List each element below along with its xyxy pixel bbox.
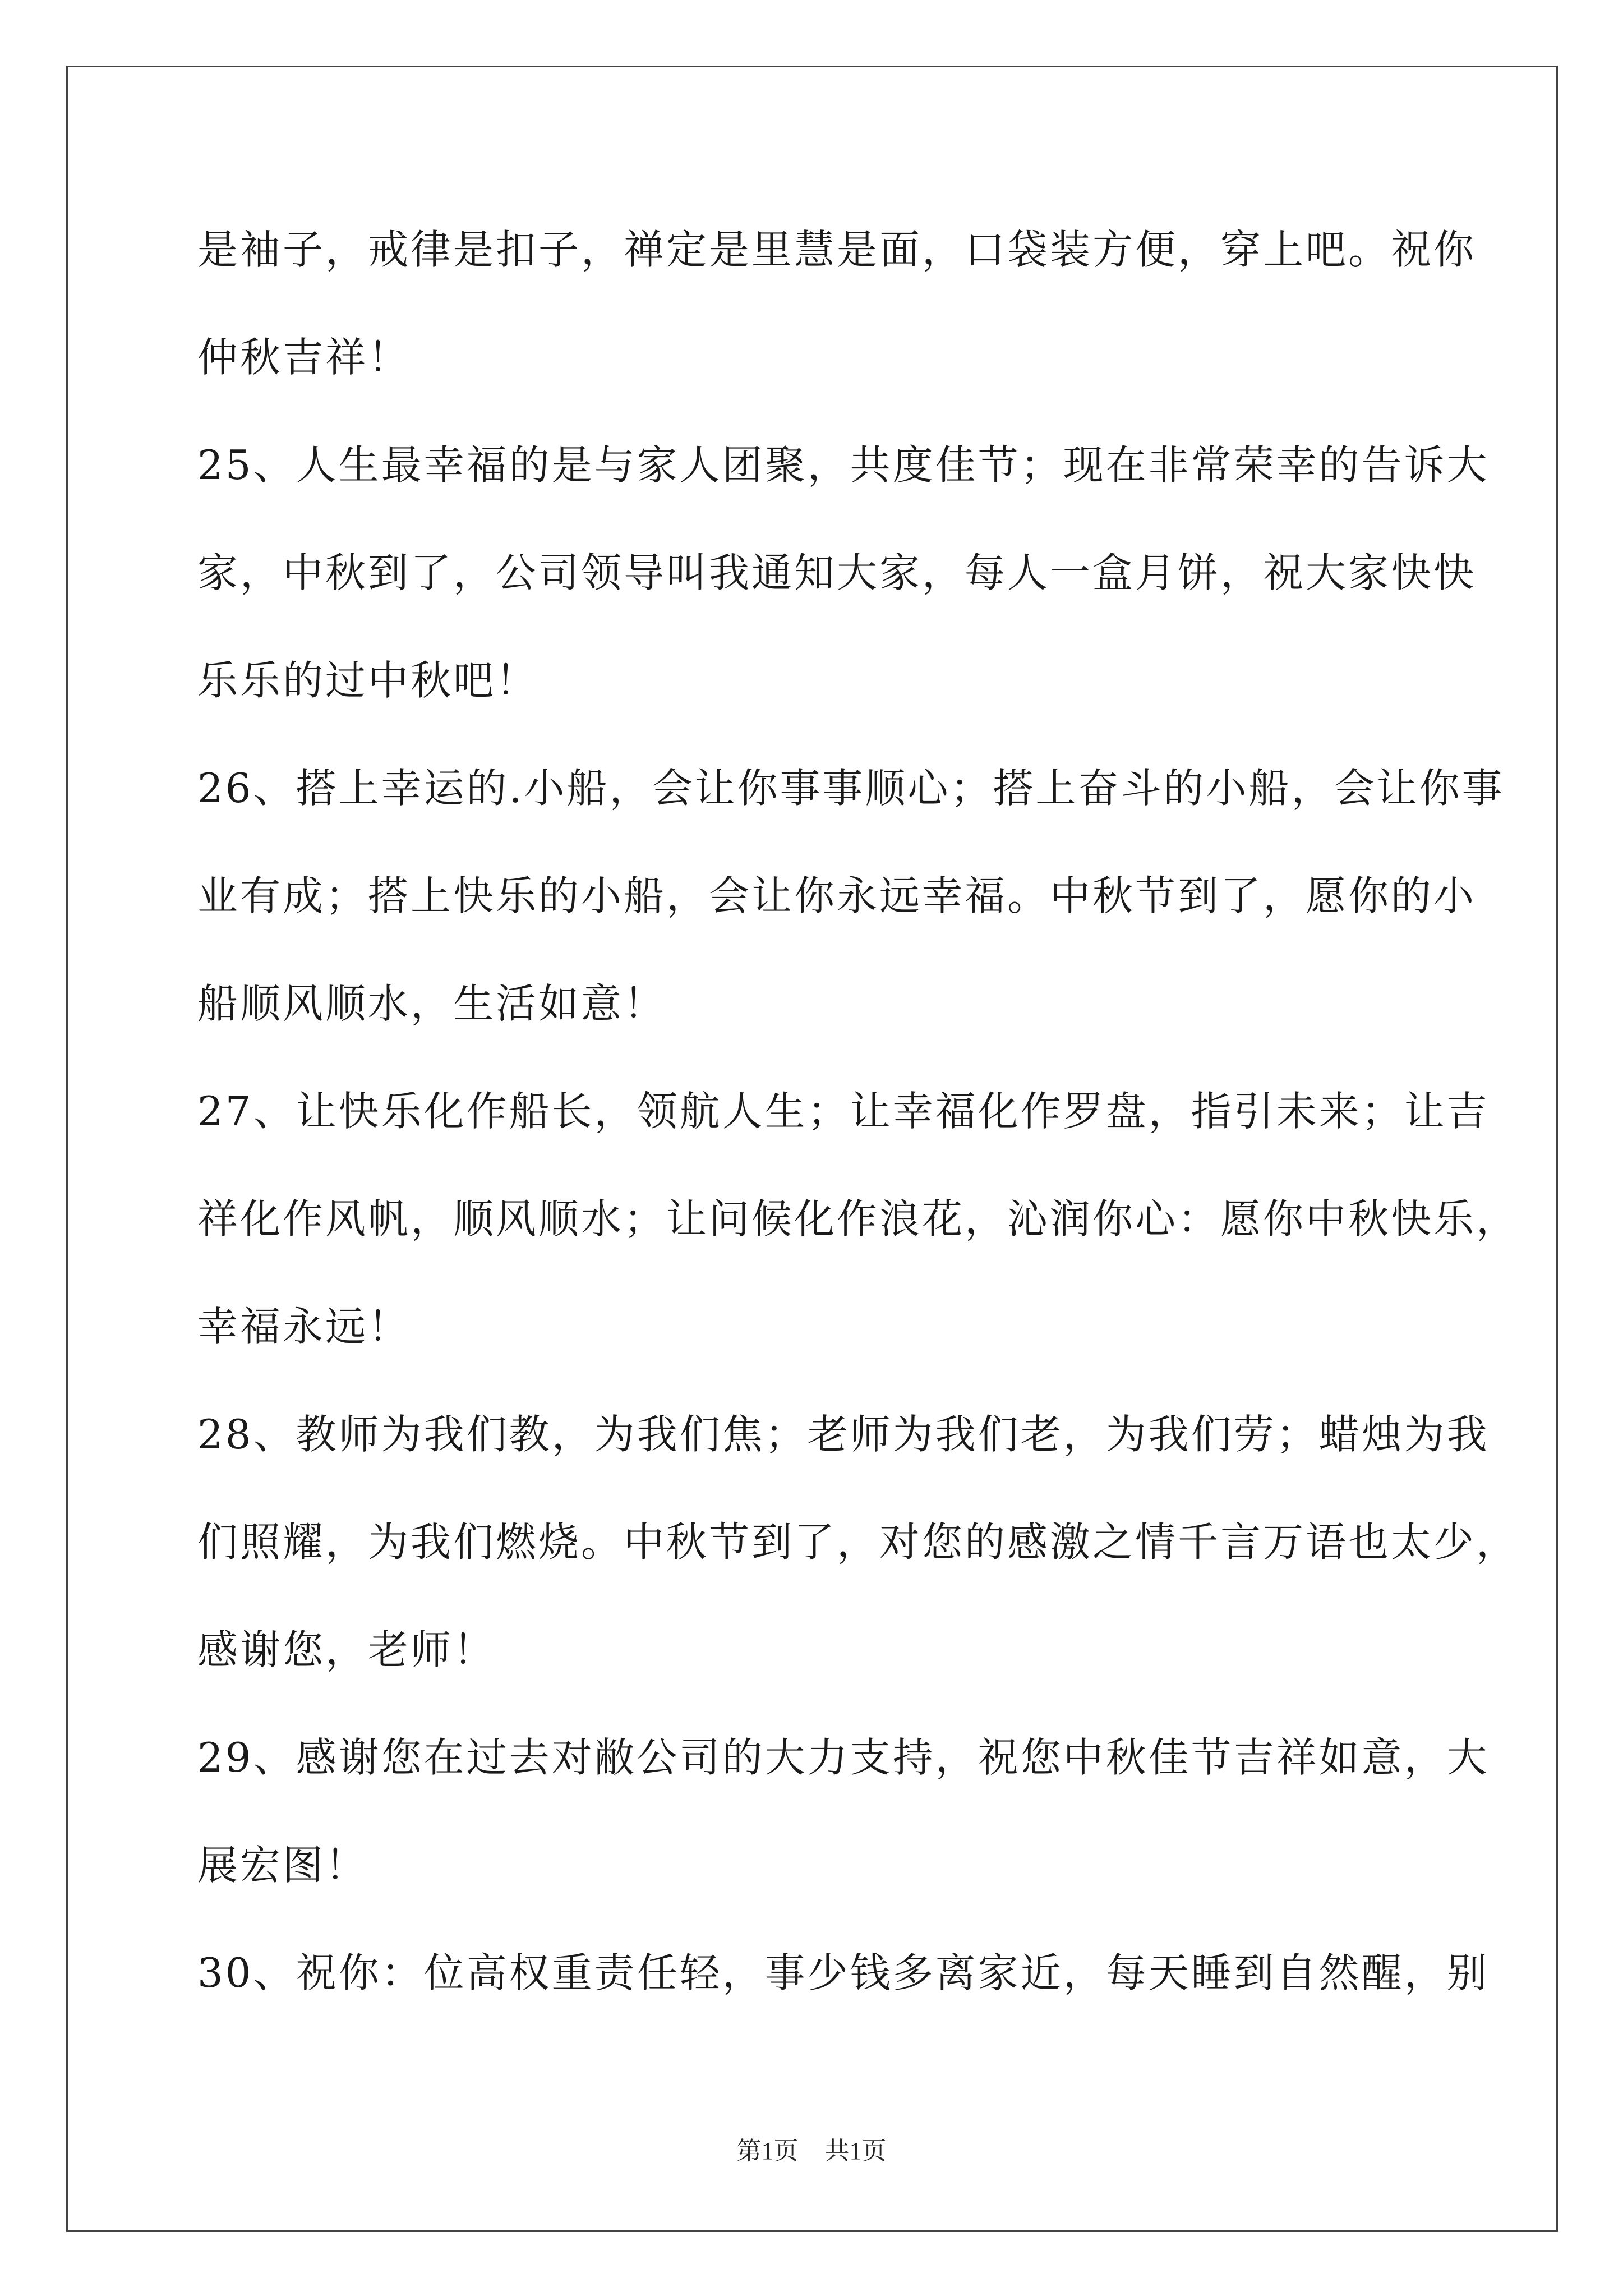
text-line: 感谢您，老师！ bbox=[197, 1626, 496, 1673]
text-line: 是袖子，戒律是扣子，禅定是里慧是面，口袋装方便，穿上吧。祝你 bbox=[197, 226, 1477, 273]
text-line: 29、感谢您在过去对敝公司的大力支持，祝您中秋佳节吉祥如意，大 bbox=[197, 1734, 1490, 1781]
text-line: 展宏图！ bbox=[197, 1842, 368, 1889]
text-line: 28、教师为我们教，为我们焦；老师为我们老，为我们劳；蜡烛为我 bbox=[197, 1411, 1490, 1458]
text-line: 船顺风顺水，生活如意！ bbox=[197, 980, 667, 1027]
text-line: 25、人生最幸福的是与家人团聚，共度佳节；现在非常荣幸的告诉大 bbox=[197, 441, 1490, 489]
text-line: 30、祝你：位高权重责任轻，事少钱多离家近，每天睡到自然醒，别 bbox=[197, 1949, 1490, 1996]
page-footer bbox=[0, 2131, 1623, 2166]
text-line: 26、搭上幸运的.小船，会让你事事顺心；搭上奋斗的小船，会让你事 bbox=[197, 765, 1505, 812]
text-line: 祥化作风帆，顺风顺水；让问候化作浪花，沁润你心：愿你中秋快乐， bbox=[197, 1195, 1519, 1243]
text-line: 业有成；搭上快乐的小船，会让你永远幸福。中秋节到了，愿你的小 bbox=[197, 872, 1477, 919]
text-line: 幸福永远！ bbox=[197, 1303, 411, 1350]
text-line: 27、让快乐化作船长，领航人生；让幸福化作罗盘，指引未来；让吉 bbox=[197, 1088, 1490, 1135]
text-line: 乐乐的过中秋吧！ bbox=[197, 657, 539, 704]
text-line: 仲秋吉祥！ bbox=[197, 334, 411, 381]
page-number: 第1页 bbox=[736, 2137, 799, 2165]
text-line: 家，中秋到了，公司领导叫我通知大家，每人一盒月饼，祝大家快快 bbox=[197, 549, 1477, 596]
document-body bbox=[197, 213, 1519, 2044]
text-line: 们照耀，为我们燃烧。中秋节到了，对您的感激之情千言万语也太少， bbox=[197, 1519, 1519, 1566]
page-total: 共1页 bbox=[824, 2137, 887, 2165]
